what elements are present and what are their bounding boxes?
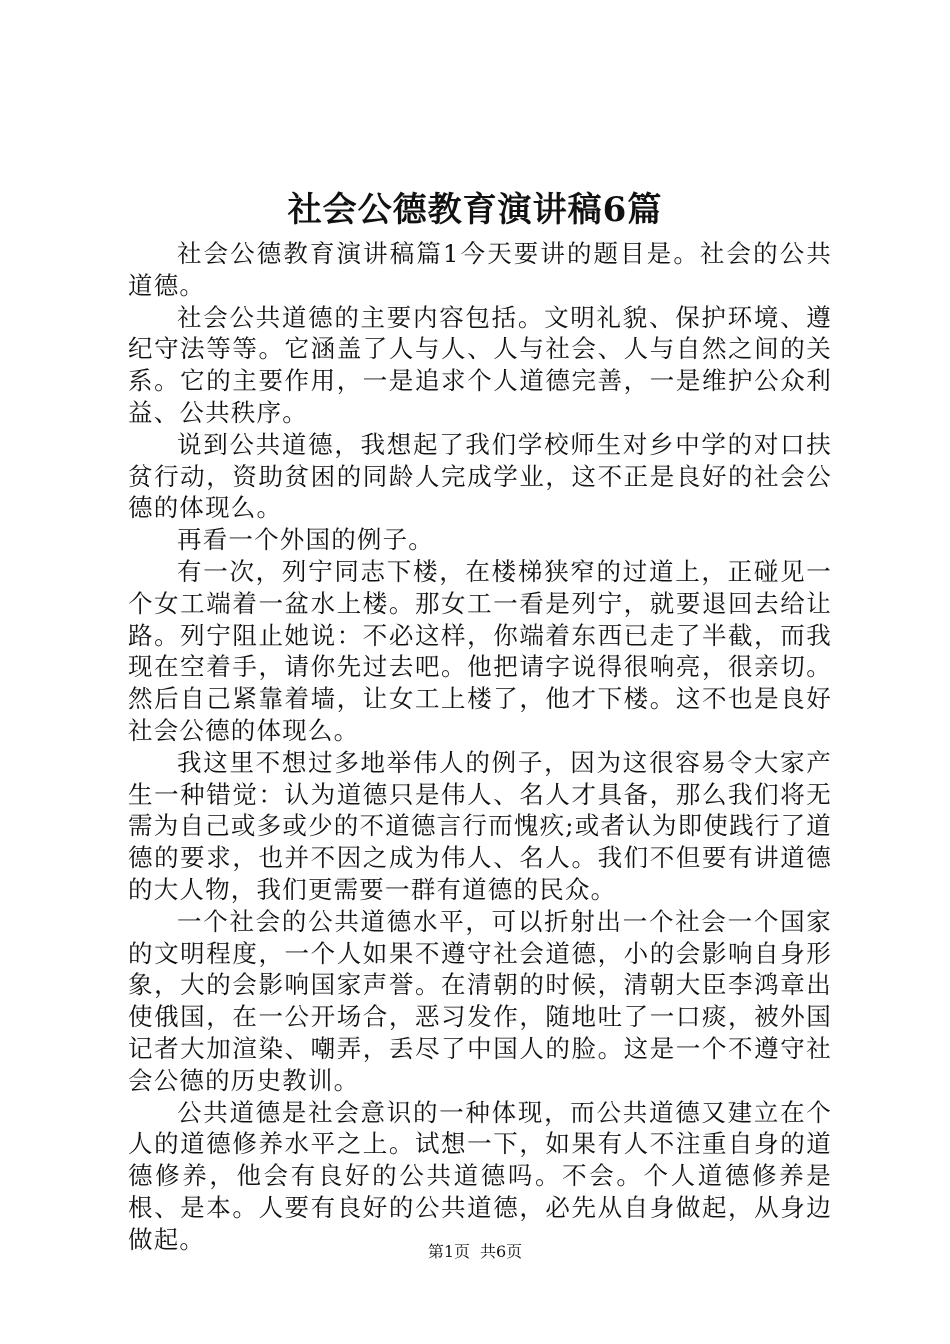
page-total: 共6页 (480, 1242, 523, 1261)
document-title: 社会公德教育演讲稿6篇 (287, 190, 663, 230)
paragraph: 社会公德教育演讲稿篇1今天要讲的题目是。社会的公共道德。 (128, 239, 832, 300)
page-footer (0, 1241, 950, 1263)
paragraph: 有一次，列宁同志下楼，在楼梯狭窄的过道上，正碰见一个女工端着一盆水上楼。那女工一看是列宁，就要退回去给让路。列宁阻止她说：不必这样，你端着东西已走了半截，而我现在空着手，请你先过去吧。他把请字说得很响亮，很亲切。然后自己紧靠着墙，让女工上楼了，他才下楼。这不也是良好社会公德的体现么。 (128, 556, 832, 745)
document-body (128, 238, 832, 1256)
paragraph: 说到公共道德，我想起了我们学校师生对乡中学的对口扶贫行动，资助贫困的同龄人完成学业，这不正是良好的社会公德的体现么。 (128, 429, 832, 523)
paragraph: 再看一个外国的例子。 (177, 525, 434, 555)
page-number: 第1页 (427, 1242, 470, 1261)
paragraph: 一个社会的公共道德水平，可以折射出一个社会一个国家的文明程度，一个人如果不遵守社会道德，小的会影响自身形象，大的会影响国家声誉。在清朝的时候，清朝大臣李鸿章出使俄国，在一公开场合，恶习发作，随地吐了一口痰，被外国记者大加渲染、嘲弄，丢尽了中国人的脸。这是一个不遵守社会公德的历史教训。 (128, 906, 832, 1095)
paragraph: 社会公共道德的主要内容包括。文明礼貌、保护环境、遵纪守法等等。它涵盖了人与人、人与社会、人与自然之间的关系。它的主要作用，一是追求个人道德完善，一是维护公众利益、公共秩序。 (128, 302, 832, 427)
paragraph: 我这里不想过多地举伟人的例子，因为这很容易令大家产生一种错觉：认为道德只是伟人、名人才具备，那么我们将无需为自己或多或少的不道德言行而愧疚;或者认为即使践行了道德的要求，也并不因之成为伟人、名人。我们不但要有讲道德的大人物，我们更需要一群有道德的民众。 (128, 747, 832, 904)
paragraph: 公共道德是社会意识的一种体现，而公共道德又建立在个人的道德修养水平之上。试想一下，如果有人不注重自身的道德修养，他会有良好的公共道德吗。不会。个人道德修养是根、是本。人要有良好的公共道德，必先从自身做起，从身边做起。 (128, 1097, 832, 1254)
